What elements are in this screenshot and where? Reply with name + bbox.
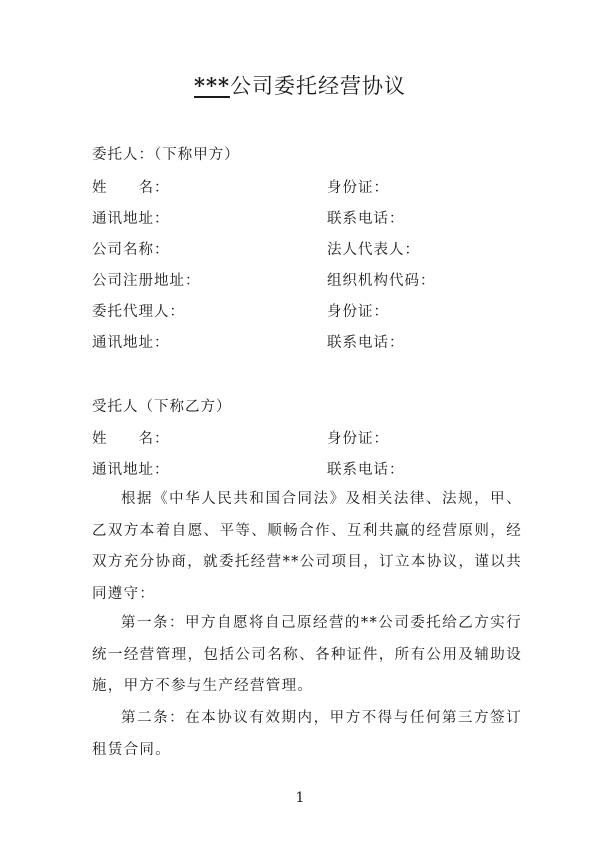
party-a-phone-label: 联系电话：	[327, 211, 405, 227]
party-a-address-label: 通讯地址：	[92, 211, 170, 227]
party-a-agent-phone-label: 联系电话：	[327, 335, 405, 351]
title-text: 公司委托经营协议	[229, 74, 406, 98]
party-b-address-label: 通讯地址：	[92, 462, 170, 478]
party-a-agent-id-label: 身份证：	[327, 304, 389, 320]
title-stars: ***	[194, 73, 230, 98]
party-a-agent-address-label: 通讯地址：	[92, 335, 170, 351]
party-a-id-label: 身份证：	[327, 180, 389, 196]
party-a-legal-rep-label: 法人代表人：	[327, 242, 420, 258]
party-b-name-label: 姓 名：	[92, 431, 170, 447]
document-title	[0, 70, 600, 100]
article-2-paragraph: 第二条：在本协议有效期内，甲方不得与任何第三方签订租赁合同。	[92, 710, 522, 758]
party-a-heading: 委托人：（下称甲方）	[92, 147, 240, 163]
page-number: 1	[295, 790, 305, 806]
party-b-heading: 受托人（下称乙方）	[92, 399, 232, 415]
article-1-paragraph: 第一条：甲方自愿将自己原经营的**公司委托给乙方实行统一经营管理，包括公司名称、各种证件，所有公用及辅助设施，甲方不参与生产经营管理。	[92, 615, 522, 694]
party-a-org-code-label: 组织机构代码：	[327, 273, 436, 289]
party-a-reg-address-label: 公司注册地址：	[92, 273, 201, 289]
party-b-id-label: 身份证：	[327, 431, 389, 447]
party-a-name-label: 姓 名：	[92, 180, 170, 196]
party-a-company-name-label: 公司名称：	[92, 242, 170, 258]
party-b-phone-label: 联系电话：	[327, 462, 405, 478]
preamble-paragraph: 根据《中华人民共和国合同法》及相关法律、法规，甲、乙双方本着自愿、平等、顺畅合作、互利共赢的经营原则，经双方充分协商，就委托经营**公司项目，订立本协议，谨以共同遵守：	[92, 491, 522, 602]
party-a-agent-label: 委托代理人：	[92, 304, 185, 320]
